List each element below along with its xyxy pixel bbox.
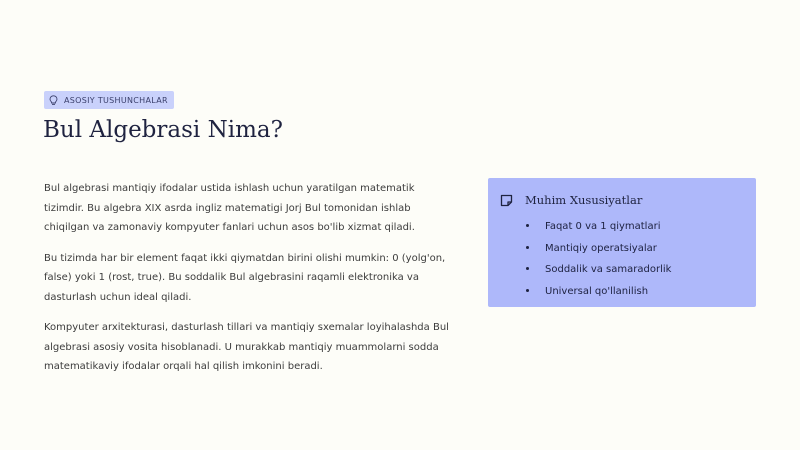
bullet-icon (526, 246, 529, 249)
bullet-icon (526, 289, 529, 292)
feature-list (500, 221, 742, 307)
list-item (526, 264, 742, 286)
bullet-icon (526, 267, 529, 270)
card-title: Muhim Xususiyatlar (525, 193, 643, 207)
bulb-icon (49, 95, 58, 106)
list-item (526, 286, 742, 308)
list-item-label: Universal qo'llanilish (545, 285, 649, 297)
card-header (500, 192, 742, 208)
paragraph: Kompyuter arxitekturasi, dasturlash tillari va mantiqiy sxemalar loyihalashda Bul algebrasi asosiy vosita hisoblanadi. U murakkab mantiqiy muammolarni sodda matematikaviy ifodalar orqali hal qilish imkonini beradi. (44, 322, 449, 372)
paragraph: Bul algebrasi mantiqiy ifodalar ustida ishlash uchun yaratilgan matematik tizimdir. Bu algebra XIX asrda ingliz matematigi Jorj Bul tomonidan ishlab chiqilgan va zamonaviy kompyuter fanlari uchun asos bo'lib xizmat qiladi. (44, 183, 415, 233)
bullet-icon (526, 224, 529, 227)
list-item-label: Soddalik va samaradorlik (545, 264, 672, 275)
key-features-card (488, 178, 756, 307)
category-badge (44, 91, 174, 109)
list-item (526, 243, 742, 265)
list-item (526, 221, 742, 243)
page-title: Bul Algebrasi Nima? (43, 117, 283, 143)
note-icon (500, 194, 513, 207)
list-item-label: Faqat 0 va 1 qiymatlari (545, 221, 661, 232)
badge-label: ASOSIY TUSHUNCHALAR (64, 95, 168, 105)
paragraph: Bu tizimda har bir element faqat ikki qiymatdan birini olishi mumkin: 0 (yolg'on, false) yoki 1 (rost, true). Bu soddalik Bul algebrasini raqamli elektronika va dasturlash uchun ideal qiladi. (44, 252, 446, 303)
body-text (44, 179, 456, 388)
list-item-label: Mantiqiy operatsiyalar (545, 242, 657, 254)
